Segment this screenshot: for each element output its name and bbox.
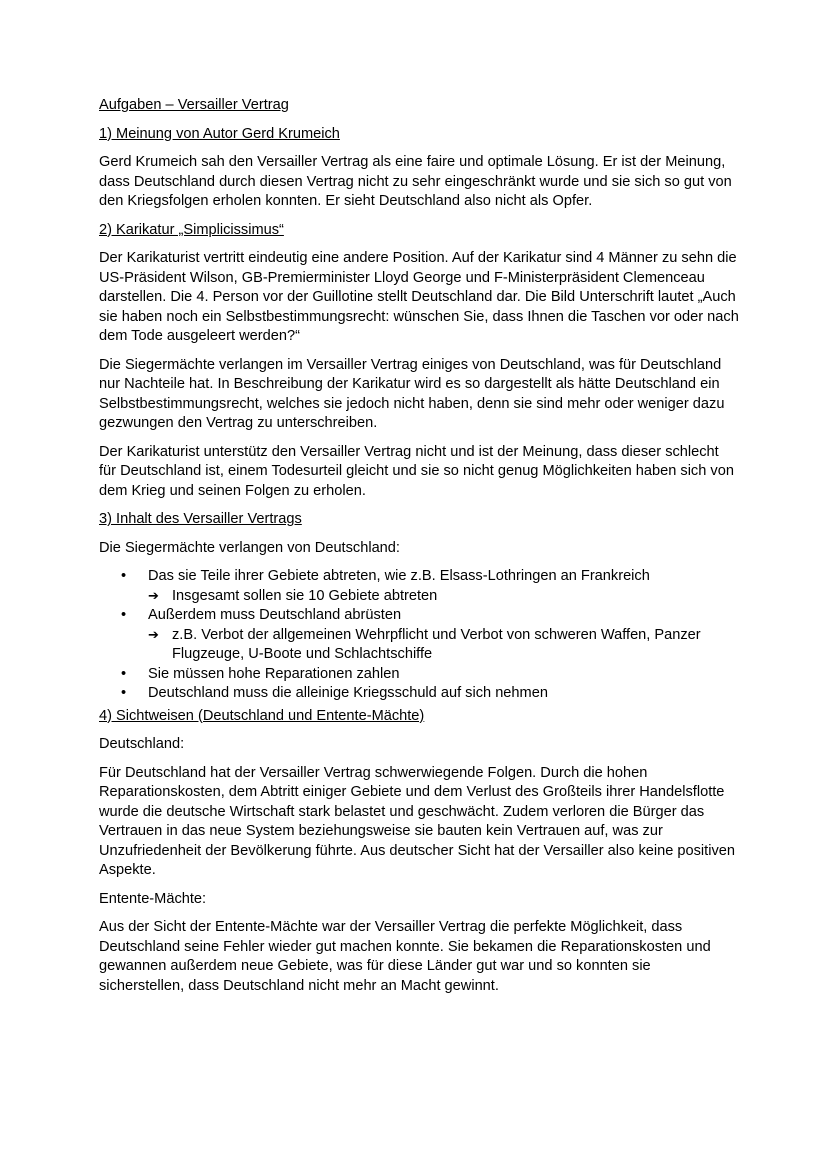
list-item [99,567,739,606]
bullet-icon: • [121,568,127,584]
sub-item [148,587,739,607]
section-3-heading: 3) Inhalt des Versailler Vertrags [99,511,302,527]
sub-item-text: z.B. Verbot der allgemeinen Wehrpflicht und Verbot von schweren Waffen, Panzer Flugzeuge, U-Boote und Schlachtschiffe [172,626,701,662]
list-item-text: Deutschland muss die alleinige Kriegsschuld auf sich nehmen [148,685,548,701]
section-1-paragraph: Gerd Krumeich sah den Versailler Vertrag als eine faire und optimale Lösung. Er ist der Meinung, dass Deutschland durch diesen Vertrag nicht zu sehr eingeschränkt wurde und sie sich so gut von den Kriegsfolgen erholen konnten. Er sieht Deutschland also nicht als Opfer. [99,154,732,209]
list-item [99,684,739,704]
section-2-paragraph-3: Der Karikaturist unterstütz den Versailler Vertrag nicht und ist der Meinung, dass dieser schlecht für Deutschland ist, einem Todesurteil gleicht und sie so nicht genug Möglichkeiten haben sich von dem Krieg und seinen Folgen zu erholen. [99,443,734,499]
arrow-right-icon: ➔ [148,588,159,604]
list-item-text: Sie müssen hohe Reparationen zahlen [148,665,400,682]
arrow-right-icon: ➔ [148,627,159,643]
list-item-text: Das sie Teile ihrer Gebiete abtreten, wie z.B. Elsass-Lothringen an Frankreich [148,568,650,584]
section-2-heading: 2) Karikatur „Simplicissimus“ [99,221,284,238]
list-item [99,606,739,665]
document-body [99,96,739,1005]
list-item [99,665,739,685]
entente-paragraph: Aus der Sicht der Entente-Mächte war der Versailler Vertrag die perfekte Möglichkeit, dass Deutschland seine Fehler wieder gut machen konnte. Sie bekamen die Reparationskosten und gewannen außerdem neue Gebiete, was für diese Länder gut war und so konnten sie sicherstellen, dass Deutschland nicht mehr an Macht gewinnt. [99,919,711,994]
sub-item [148,626,739,665]
document-title: Aufgaben – Versailler Vertrag [99,97,289,113]
section-2-paragraph-2: Die Siegermächte verlangen im Versailler Vertrag einiges von Deutschland, was für Deutschland nur Nachteile hat. In Beschreibung der Karikatur wird es so dargestellt als hätte Deutschland ein Selbstbestimmungsrecht, welches sie jedoch nicht haben, denn sie sind mehr oder weniger dazu gezwungen den Vertrag zu unterschreiben. [99,356,725,431]
section-2-paragraph-1: Der Karikaturist vertritt eindeutig eine andere Position. Auf der Karikatur sind 4 Männer zu sehn die US-Präsident Wilson, GB-Premierminister Lloyd George und F-Ministerpräsident Clemenceau darstellen. Die 4. Person vor der Guillotine stellt Deutschland dar. Die Bild Unterschrift lautet „Auch sie haben noch ein Selbstbestimmungsrecht: wünschen Sie, dass Ihnen die Taschen vor oder nach dem Tode ausgeleert werden?“ [99,250,739,344]
germany-paragraph: Für Deutschland hat der Versailler Vertrag schwerwiegende Folgen. Durch die hohen Reparationskosten, dem Abtritt einiger Gebiete und dem Verlust des Großteils ihrer Handelsflotte wurde die deutsche Wirtschaft stark belastet und geschwächt. Zudem verloren die Bürger das Vertrauen in das neue System beziehungsweise sie bauten kein Vertrauen auf, was zur Unzufriedenheit der Bevölkerung führte. Aus deutscher Sicht hat der Versailler also keine positiven Aspekte. [99,764,736,878]
bullet-icon: • [121,665,127,682]
sub-item-text: Insgesamt sollen sie 10 Gebiete abtreten [172,587,438,604]
bullet-icon: • [121,607,127,623]
section-4-heading: 4) Sichtweisen (Deutschland und Entente-Mächte) [99,707,425,724]
demands-list [99,567,739,704]
section-1-heading: 1) Meinung von Autor Gerd Krumeich [99,125,340,142]
list-item-text: Außerdem muss Deutschland abrüsten [148,607,402,623]
section-3-intro: Die Siegermächte verlangen von Deutschland: [99,539,400,556]
bullet-icon: • [121,685,127,701]
entente-label: Entente-Mächte: [99,890,207,907]
germany-label: Deutschland: [99,736,185,752]
